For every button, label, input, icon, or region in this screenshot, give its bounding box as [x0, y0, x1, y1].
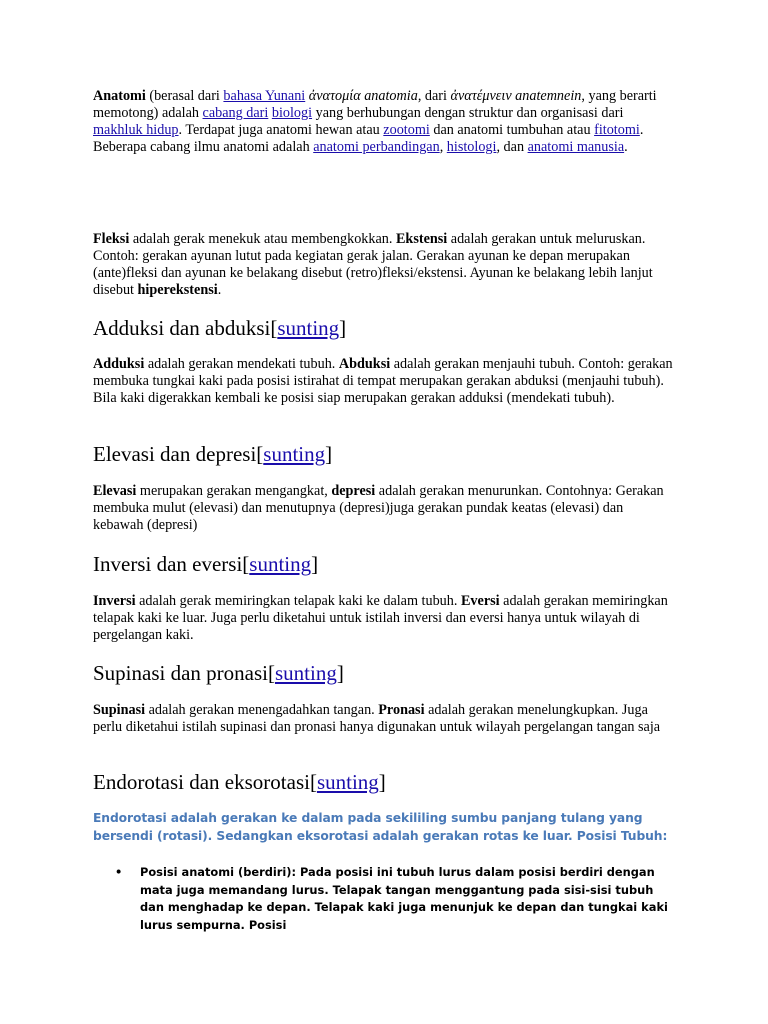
adduksi-paragraph	[93, 356, 675, 407]
term-depresi: depresi	[331, 483, 376, 499]
term-hiperekstensi: hiperekstensi	[137, 282, 218, 298]
list-item	[93, 864, 673, 934]
text: , yang berarti memotong) adalah	[93, 88, 657, 121]
link-biologi[interactable]: biologi	[271, 105, 313, 121]
term-supinasi: Supinasi	[93, 702, 146, 718]
text: , dari	[417, 88, 451, 104]
term-fleksi: Fleksi	[93, 231, 130, 247]
text: adalah gerak memiringkan telapak kaki ke dalam tubuh.	[135, 593, 461, 609]
text: ,	[439, 139, 447, 155]
intro-paragraph	[93, 88, 675, 156]
text: .	[624, 139, 628, 155]
text: (berasal dari	[145, 88, 224, 104]
text: adalah gerakan mendekati tubuh.	[144, 356, 339, 372]
link-bahasa-yunani[interactable]: bahasa Yunani	[223, 88, 306, 104]
term-ekstensi: Ekstensi	[395, 231, 448, 247]
edit-link[interactable]: sunting	[316, 770, 379, 794]
text: . Terdapat juga anatomi hewan atau	[178, 122, 384, 138]
text: dan anatomi tumbuhan atau	[429, 122, 595, 138]
text: adalah gerakan menurunkan. Contohnya: Gerakan membuka mulut (elevasi) dan menutupnya (depresi)juga gerakan pundak keatas (elevasi) dan kebawah (depresi)	[93, 483, 664, 533]
bullet-icon: •	[115, 865, 123, 879]
term-pronasi: Pronasi	[378, 702, 425, 718]
text: adalah gerakan memiringkan telapak kaki ke luar. Juga perlu diketahui untuk istilah inversi dan eversi hanya untuk wilayah di pergelangan kaki.	[93, 593, 668, 643]
term-inversi: Inversi	[93, 593, 136, 609]
text: , dan	[496, 139, 528, 155]
term-eversi: Eversi	[460, 593, 500, 609]
posisi-tubuh-list	[93, 864, 673, 934]
link-zootomi[interactable]: zootomi	[383, 122, 430, 138]
list-item-text: Posisi anatomi (berdiri): Pada posisi ini tubuh lurus dalam posisi berdiri dengan mata juga memandang lurus. Telapak tangan menggantung pada sisi-sisi tubuh dan menghadap ke depan. Telapak kaki juga menunjuk ke depan dan tungkai kaki lurus sempurna. Posisi	[140, 865, 668, 932]
text: adalah gerakan untuk meluruskan. Contoh: gerakan ayunan lutut pada kegiatan gerak jalan. Gerakan ayunan ke depan merupakan (ante)fleksi dan ayunan ke belakang disebut (retro)fleksi/ekstensi. Ayunan ke belakang lebih lanjut disebut	[93, 231, 653, 298]
heading-supinasi: Supinasi dan pronasi[sunting]	[93, 661, 344, 685]
text: .	[217, 282, 222, 298]
term-adduksi: Adduksi	[93, 356, 145, 372]
link-makhluk-hidup[interactable]: makhluk hidup	[93, 122, 179, 138]
supinasi-paragraph	[93, 702, 675, 736]
heading-endorotasi: Endorotasi dan eksorotasi[sunting]	[93, 770, 386, 794]
heading-text: Adduksi dan abduksi	[93, 316, 271, 340]
text: . Beberapa cabang ilmu anatomi adalah	[93, 122, 644, 155]
heading-adduksi: Adduksi dan abduksi[sunting]	[93, 316, 347, 340]
link-anatomi-manusia[interactable]: anatomi manusia	[527, 139, 625, 155]
greek-term: ἀνατομία anatomia	[308, 88, 418, 104]
edit-link[interactable]: sunting	[249, 552, 312, 576]
link-histologi[interactable]: histologi	[446, 139, 497, 155]
heading-text: Elevasi dan depresi	[93, 442, 257, 466]
inversi-paragraph	[93, 593, 675, 644]
heading-text: Inversi dan eversi	[93, 552, 243, 576]
text: yang berhubungan dengan struktur dan organisasi dari	[312, 105, 624, 121]
edit-link[interactable]: sunting	[274, 661, 337, 685]
heading-text: Supinasi dan pronasi	[93, 661, 268, 685]
text: adalah gerakan menelungkupkan. Juga perlu diketahui istilah supinasi dan pronasi hanya digunakan untuk wilayah pergelangan tangan saja	[93, 702, 661, 735]
text: adalah gerakan menjauhi tubuh. Contoh: gerakan membuka tungkai kaki pada posisi istirahat di tempat merupakan gerakan abduksi (menjauhi tubuh). Bila kaki digerakkan kembali ke posisi siap merupakan gerakan adduksi (mendekati tubuh).	[93, 356, 673, 406]
term-elevasi: Elevasi	[93, 483, 137, 499]
text: adalah gerakan menengadahkan tangan.	[145, 702, 379, 718]
heading-inversi: Inversi dan eversi[sunting]	[93, 552, 319, 576]
edit-link[interactable]: sunting	[277, 316, 340, 340]
link-fitotomi[interactable]: fitotomi	[594, 122, 640, 138]
heading-text: Endorotasi dan eksorotasi	[93, 770, 310, 794]
greek-term-2: ἀνατέμνειν anatemnein	[450, 88, 582, 104]
term-abduksi: Abduksi	[338, 356, 391, 372]
fleksi-paragraph	[93, 231, 675, 299]
elevasi-paragraph	[93, 483, 675, 534]
heading-elevasi: Elevasi dan depresi[sunting]	[93, 442, 333, 466]
link-cabang-dari[interactable]: cabang dari	[202, 105, 269, 121]
text: adalah gerak menekuk atau membengkokkan.	[129, 231, 396, 247]
edit-link[interactable]: sunting	[263, 442, 326, 466]
endorotasi-paragraph: Endorotasi adalah gerakan ke dalam pada sekililing sumbu panjang tulang yang bersendi (rotasi). Sedangkan eksorotasi adalah gerakan rotas ke luar. Posisi Tubuh:	[93, 811, 668, 843]
link-anatomi-perbandingan[interactable]: anatomi perbandingan	[313, 139, 440, 155]
term-anatomi: Anatomi	[93, 88, 146, 104]
text: merupakan gerakan mengangkat,	[136, 483, 332, 499]
